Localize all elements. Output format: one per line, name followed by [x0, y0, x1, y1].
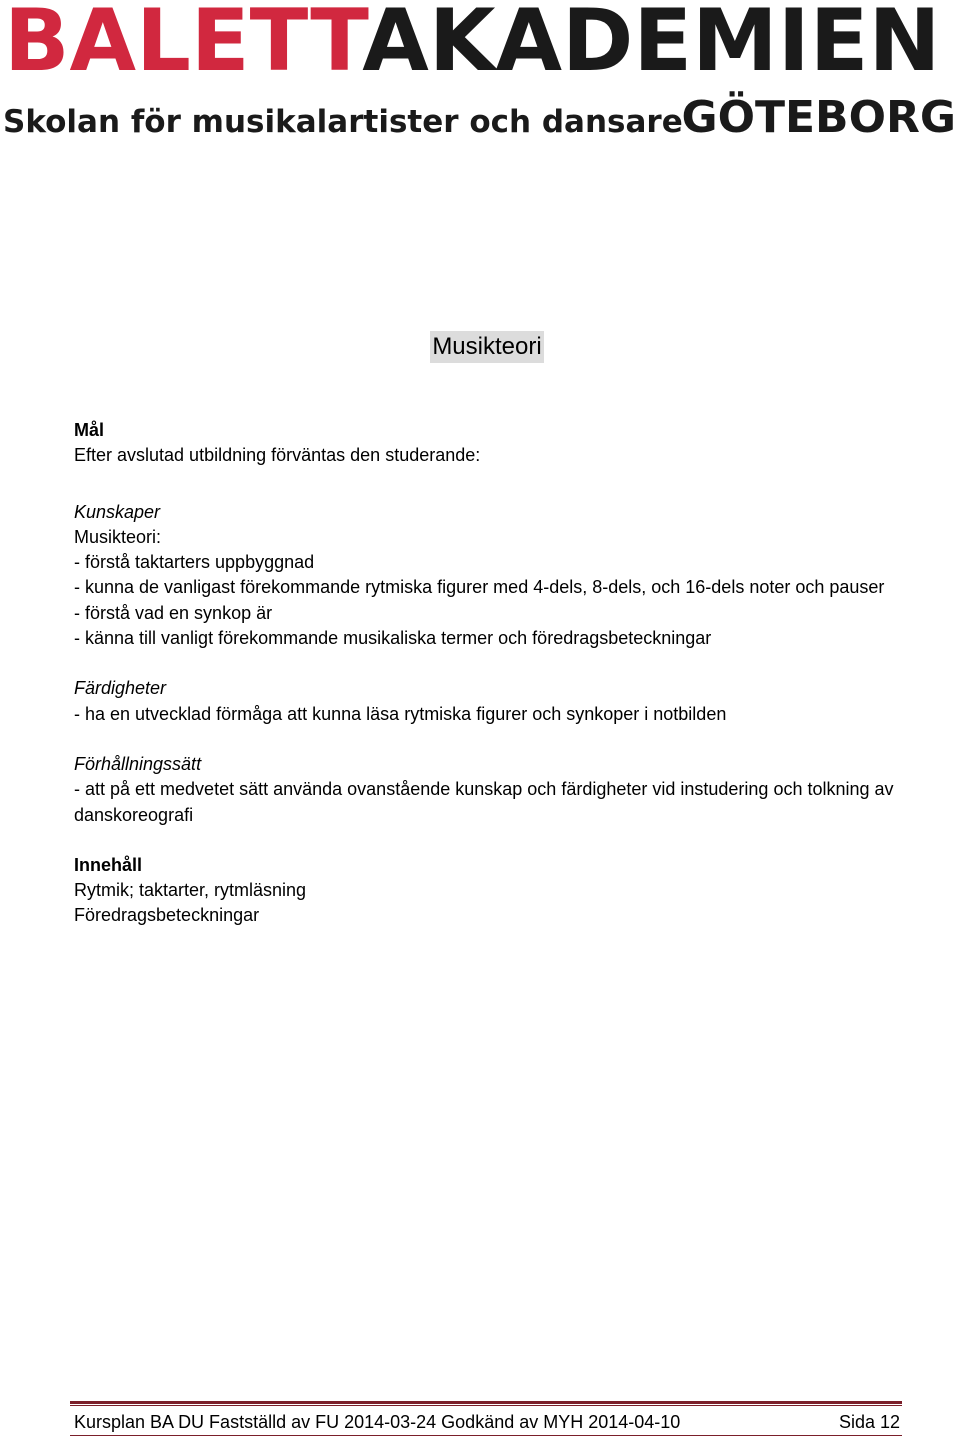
forhallningssatt-line: - att på ett medvetet sätt använda ovanstående kunskap och färdigheter vid instudering och tolkning av danskoreografi [74, 779, 894, 825]
section-heading-mal: Mål [74, 420, 105, 440]
footer-rule [70, 1401, 902, 1404]
footer-page-number: Sida 12 [838, 1412, 900, 1432]
kunskaper-line: - känna till vanligt förekommande musikaliska termer och föredragsbeteckningar [74, 628, 712, 649]
innehall-line: Rytmik; taktarter, rytmläsning [74, 880, 307, 901]
subheading-kunskaper: Kunskaper [74, 501, 161, 522]
mal-intro: Efter avslutad utbildning förväntas den studerande: [74, 445, 481, 466]
kunskaper-line: - kunna de vanligast förekommande rytmiska figurer med 4-dels, 8-dels, och 16-dels noter och pauser [74, 577, 885, 598]
innehall-line: Föredragsbeteckningar [74, 905, 260, 926]
logo-wordmark [4, 0, 960, 82]
footer-rule [70, 1405, 902, 1406]
subheading-fardigheter: Färdigheter [74, 678, 167, 699]
kunskaper-line: - förstå vad en synkop är [74, 602, 273, 623]
kunskaper-line: Musikteori: [74, 526, 162, 547]
subheading-forhallningssatt: Förhållningssätt [74, 753, 202, 774]
kunskaper-line: - förstå taktarters uppbyggnad [74, 552, 315, 573]
logo-city: GÖTEBORG [681, 92, 956, 143]
logo-part-black: AKADEMIEN [362, 0, 941, 82]
fardigheter-line: - ha en utvecklad förmåga att kunna läsa rytmiska figurer och synkoper i notbilden [74, 703, 727, 724]
page-title: Musikteori [430, 331, 543, 363]
title-row [0, 331, 960, 363]
logo-part-red: BALETT [4, 0, 363, 82]
footer-rule [70, 1435, 902, 1436]
logo-tagline: Skolan för musikalartister och dansare [3, 104, 683, 140]
section-heading-innehall: Innehåll [74, 854, 143, 875]
document-body [74, 418, 950, 929]
footer-document-info: Kursplan BA DU Fastställd av FU 2014-03-24 Godkänd av MYH 2014-04-10 [74, 1412, 681, 1432]
